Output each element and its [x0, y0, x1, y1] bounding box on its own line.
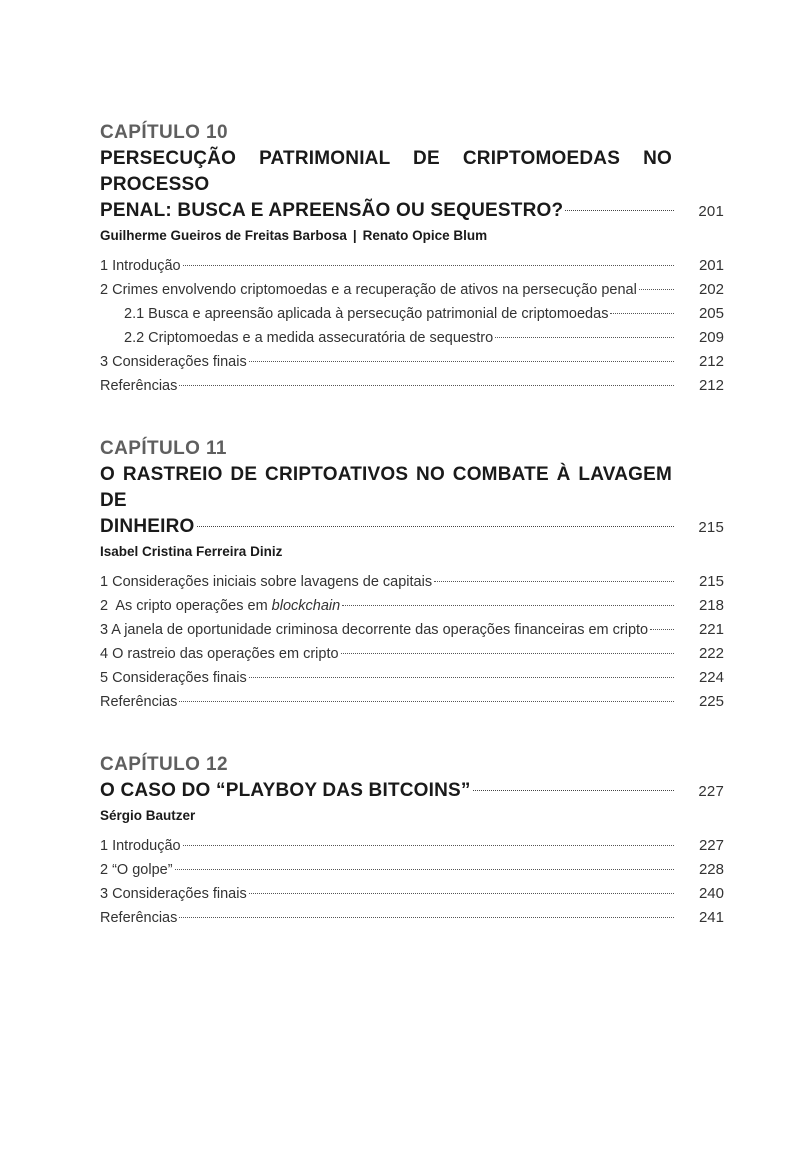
- entry-label: 1 Considerações iniciais sobre lavagens de capitais: [100, 574, 433, 590]
- entry-label: 5 Considerações finais: [100, 670, 247, 686]
- chapter-title-last-line: O CASO DO “PLAYBOY DAS BITCOINS”: [100, 780, 471, 801]
- entry-label: [100, 594, 340, 618]
- page-number: 221: [698, 621, 724, 638]
- toc-entry[interactable]: [100, 278, 724, 302]
- page-number: 202: [698, 281, 724, 298]
- page-number: 225: [698, 693, 724, 710]
- page-number: 205: [698, 305, 724, 322]
- toc-subentry[interactable]: [100, 302, 724, 326]
- dot-leader: [249, 361, 674, 362]
- author: Renato Opice Blum: [362, 228, 488, 243]
- dot-leader: [179, 917, 674, 918]
- dot-leader: [650, 629, 674, 630]
- author: Guilherme Gueiros de Freitas Barbosa: [100, 228, 347, 243]
- chapter-title[interactable]: [100, 462, 724, 541]
- entry-label: 2 “O golpe”: [100, 862, 173, 878]
- entry-label-italic: blockchain: [271, 598, 341, 614]
- toc-entry[interactable]: [100, 906, 724, 930]
- entry-label: 1 Introdução: [100, 258, 181, 274]
- dot-leader: [495, 337, 674, 338]
- dot-leader: [179, 701, 674, 702]
- chapter-number: CAPÍTULO 10: [100, 122, 228, 143]
- page-number: 201: [698, 203, 724, 220]
- entry-label: 3 Considerações finais: [100, 354, 247, 370]
- page-number: 212: [698, 377, 724, 394]
- dot-leader: [197, 526, 675, 527]
- page-number: 218: [698, 597, 724, 614]
- dot-leader: [639, 289, 674, 290]
- toc-entry[interactable]: [100, 618, 724, 642]
- author-separator: |: [352, 228, 357, 243]
- toc-entry[interactable]: [100, 882, 724, 906]
- page-number: 241: [698, 909, 724, 926]
- chapter-10: [100, 120, 724, 398]
- dot-leader: [249, 677, 674, 678]
- chapter-11: [100, 436, 724, 714]
- toc-entry[interactable]: [100, 834, 724, 858]
- entry-label: Referências: [100, 910, 178, 926]
- chapter-12: [100, 752, 724, 930]
- chapter-authors: [100, 226, 724, 246]
- entry-label-text: 2 As cripto operações em: [100, 598, 272, 614]
- toc-entry[interactable]: [100, 254, 724, 278]
- entry-label: 3 A janela de oportunidade criminosa decorrente das operações financeiras em cripto: [100, 622, 649, 638]
- dot-leader: [473, 790, 674, 791]
- toc-entry[interactable]: [100, 666, 724, 690]
- entry-label: 2 Crimes envolvendo criptomoedas e a recuperação de ativos na persecução penal: [100, 282, 637, 298]
- toc-entry[interactable]: [100, 690, 724, 714]
- toc-entry[interactable]: [100, 570, 724, 594]
- page-number: 222: [698, 645, 724, 662]
- chapter-title-last-line: DINHEIRO: [100, 516, 195, 537]
- chapter-title[interactable]: [100, 146, 724, 225]
- toc-subentry[interactable]: [100, 326, 724, 350]
- page-number: 228: [698, 861, 724, 878]
- entry-label: 2.2 Criptomoedas e a medida assecuratória de sequestro: [124, 330, 494, 346]
- toc-entry[interactable]: [100, 594, 724, 618]
- dot-leader: [342, 605, 674, 606]
- author: Isabel Cristina Ferreira Diniz: [100, 544, 283, 559]
- toc-entry[interactable]: [100, 642, 724, 666]
- page-number: 224: [698, 669, 724, 686]
- dot-leader: [434, 581, 674, 582]
- entry-label: Referências: [100, 694, 178, 710]
- page-number: 240: [698, 885, 724, 902]
- chapter-number: CAPÍTULO 12: [100, 754, 228, 775]
- entry-label: Referências: [100, 378, 178, 394]
- toc-entry[interactable]: [100, 350, 724, 374]
- dot-leader: [183, 265, 674, 266]
- chapter-authors: [100, 542, 724, 562]
- chapter-authors: [100, 806, 724, 826]
- toc-entry[interactable]: [100, 374, 724, 398]
- author: Sérgio Bautzer: [100, 808, 196, 823]
- dot-leader: [249, 893, 674, 894]
- dot-leader: [565, 210, 674, 211]
- page-number: 227: [698, 837, 724, 854]
- page-number: 212: [698, 353, 724, 370]
- page-number: 201: [698, 257, 724, 274]
- page-number: 209: [698, 329, 724, 346]
- dot-leader: [183, 845, 674, 846]
- chapter-title-line: PERSECUÇÃO PATRIMONIAL DE CRIPTOMOEDAS NO PROCESSO: [100, 148, 672, 195]
- toc-entry[interactable]: [100, 858, 724, 882]
- dot-leader: [175, 869, 674, 870]
- table-of-contents: [100, 120, 724, 968]
- entry-label: 1 Introdução: [100, 838, 181, 854]
- page-number: 227: [698, 783, 724, 800]
- dot-leader: [341, 653, 674, 654]
- dot-leader: [610, 313, 674, 314]
- chapter-number: CAPÍTULO 11: [100, 438, 227, 459]
- entry-label: 2.1 Busca e apreensão aplicada à persecução patrimonial de criptomoedas: [124, 306, 609, 322]
- chapter-title[interactable]: [100, 778, 724, 805]
- chapter-title-last-line: PENAL: BUSCA E APREENSÃO OU SEQUESTRO?: [100, 200, 564, 221]
- chapter-title-line: O RASTREIO DE CRIPTOATIVOS NO COMBATE À LAVAGEM DE: [100, 464, 672, 511]
- dot-leader: [179, 385, 674, 386]
- entry-label: 3 Considerações finais: [100, 886, 247, 902]
- page-number: 215: [698, 519, 724, 536]
- page-number: 215: [698, 573, 724, 590]
- entry-label: 4 O rastreio das operações em cripto: [100, 646, 339, 662]
